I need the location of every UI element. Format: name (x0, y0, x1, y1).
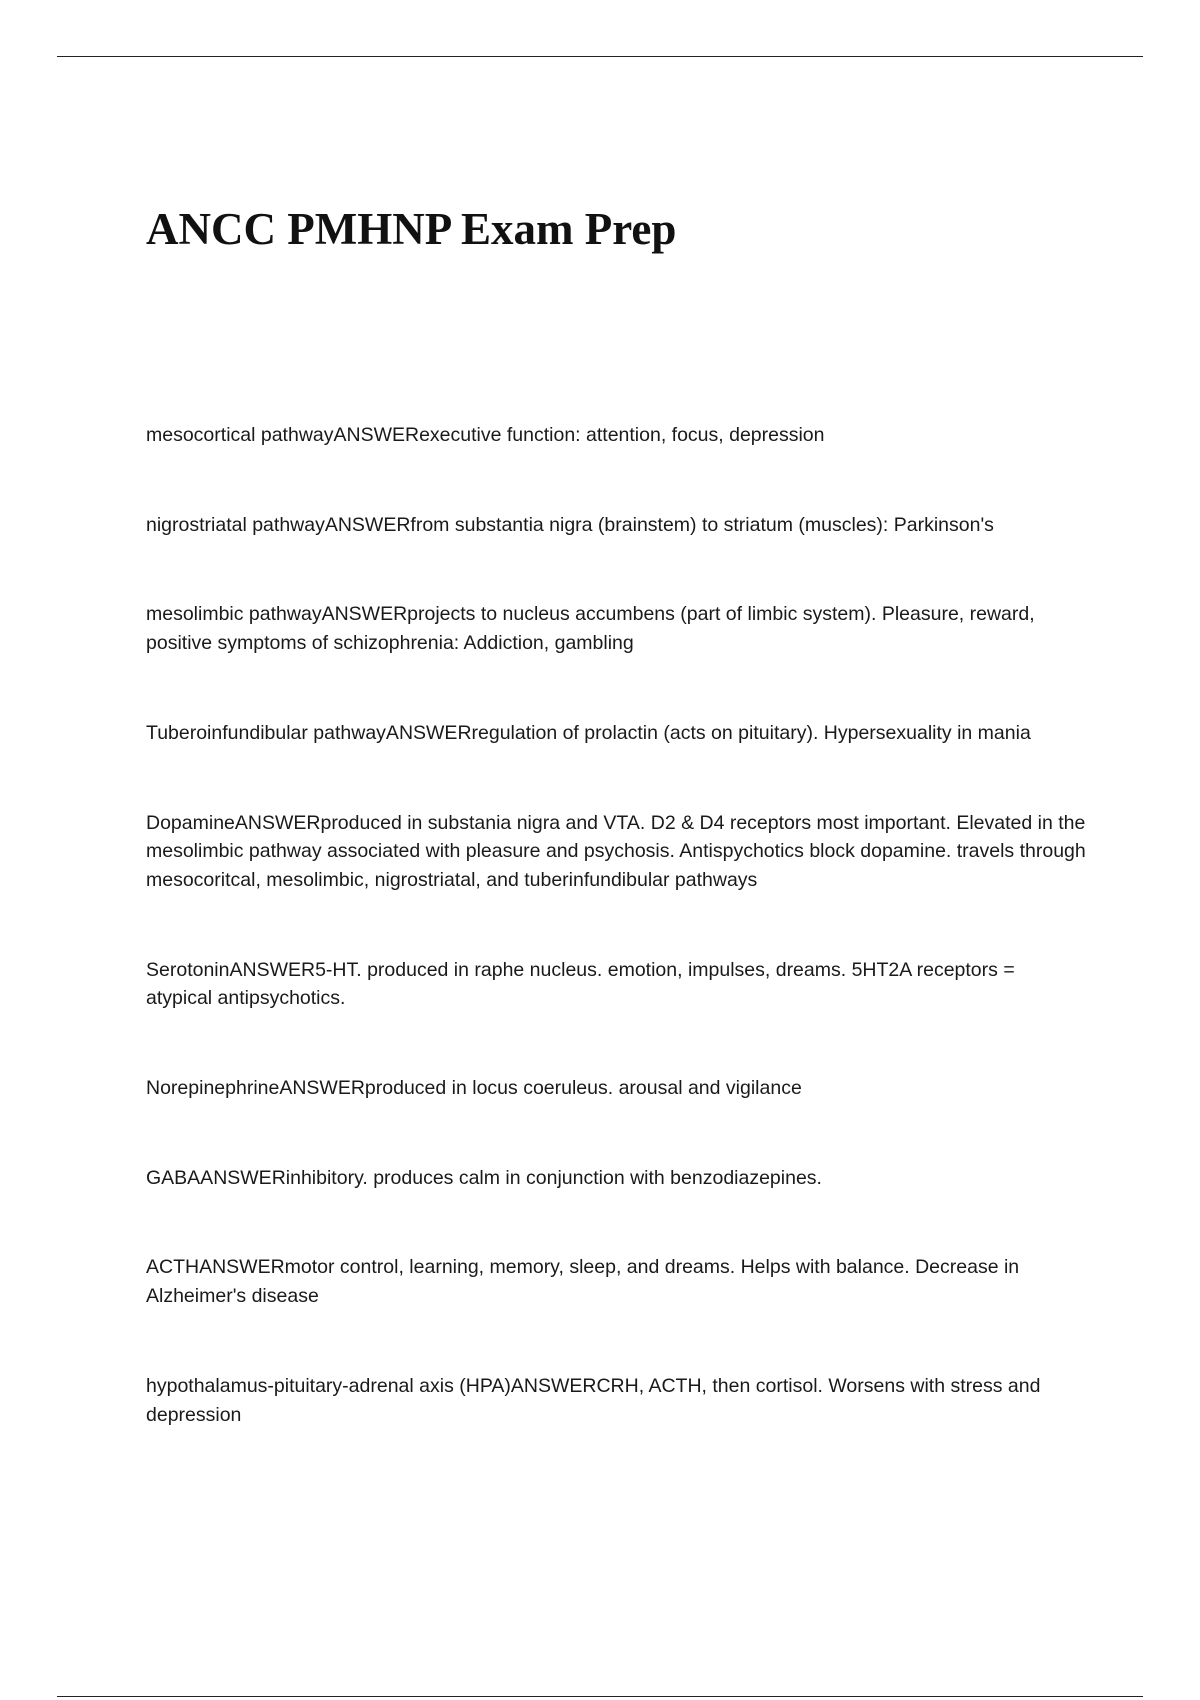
flashcard-entry: NorepinephrineANSWERproduced in locus coeruleus. arousal and vigilance (146, 1077, 802, 1100)
flashcard-entry: SerotoninANSWER5-HT. produced in raphe nucleus. emotion, impulses, dreams. 5HT2A receptors = atypical antipsychotics. (146, 958, 1015, 1010)
flashcard-entry: ACTHANSWERmotor control, learning, memory, sleep, and dreams. Helps with balance. Decrease in Alzheimer's disease (146, 1256, 1020, 1308)
document-title: ANCC PMHNP Exam Prep (146, 204, 677, 254)
flashcard-entry: mesocortical pathwayANSWERexecutive function: attention, focus, depression (146, 424, 825, 446)
top-divider (57, 56, 1143, 57)
flashcard-list (146, 421, 1086, 1429)
flashcard-entry: mesolimbic pathwayANSWERprojects to nucleus accumbens (part of limbic system). Pleasure, reward, positive symptoms of schizophrenia: Addiction, gambling (146, 603, 1035, 655)
flashcard-entry: Tuberoinfundibular pathwayANSWERregulation of prolactin (acts on pituitary). Hypersexuality in mania (146, 721, 1031, 744)
flashcard-entry: GABAANSWERinhibitory. produces calm in conjunction with benzodiazepines. (146, 1166, 822, 1189)
bottom-divider (57, 1696, 1143, 1697)
flashcard-entry: hypothalamus-pituitary-adrenal axis (HPA)ANSWERCRH, ACTH, then cortisol. Worsens with stress and depression (146, 1374, 1041, 1426)
flashcard-entry: nigrostriatal pathwayANSWERfrom substantia nigra (brainstem) to striatum (muscles): Parkinson's (146, 513, 994, 536)
flashcard-entry: DopamineANSWERproduced in substania nigra and VTA. D2 & D4 receptors most important. Elevated in the mesolimbic pathway associated with pleasure and psychosis. Antispychotics block dopamine. travels through mesocoritcal, mesolimbic, nigrostriatal, and tuberinfundibular pathways (146, 811, 1086, 891)
